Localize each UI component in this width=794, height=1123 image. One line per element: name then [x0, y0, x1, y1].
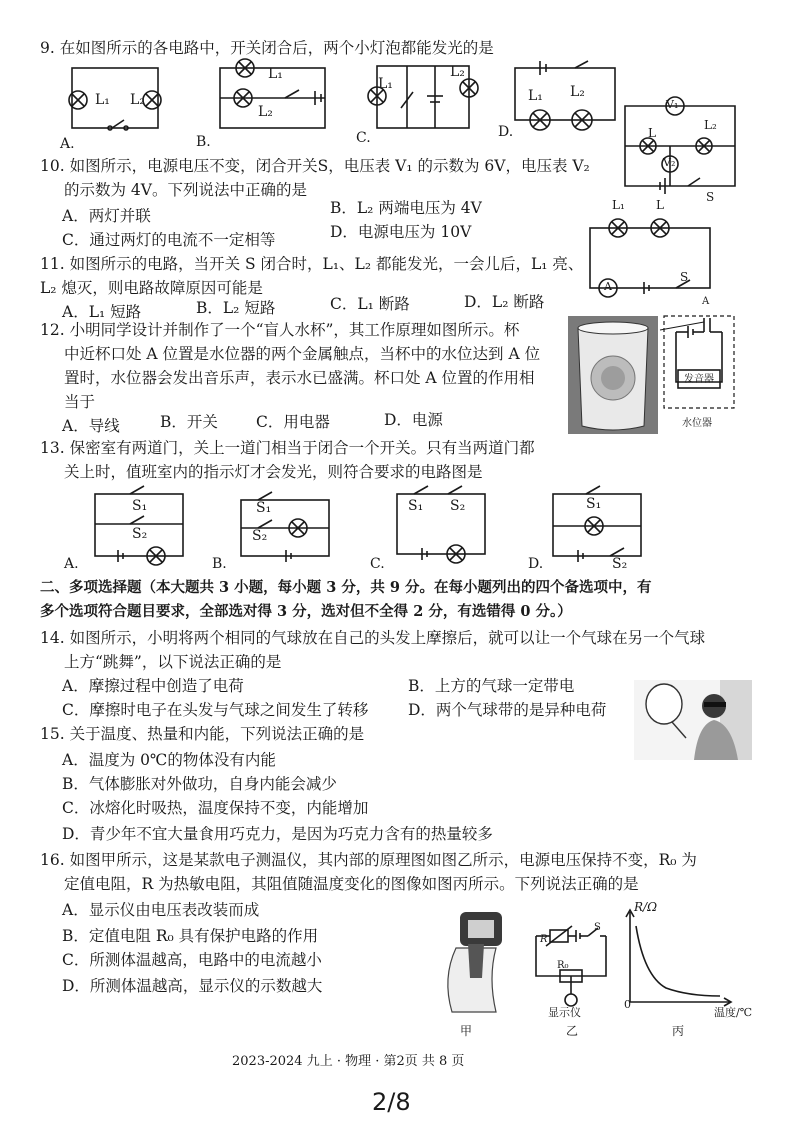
- q11-fig-l2: L: [656, 198, 664, 212]
- q11-fig-l1: L₁: [612, 198, 625, 212]
- q12-line1: 12. 小明同学设计并制作了一个“盲人水杯”，其工作原理如图所示。杯: [40, 321, 520, 339]
- q14-option-b: B．上方的气球一定带电: [408, 677, 575, 695]
- q10-fig-v2: V₂: [663, 156, 676, 169]
- q9-label-b: B.: [196, 134, 211, 150]
- fig-label-yi: 乙: [566, 1024, 579, 1038]
- fig-label-r: R: [540, 934, 548, 945]
- q10-fig-l2: L₂: [704, 118, 717, 132]
- q15-option-a: A．温度为 0℃的物体没有内能: [62, 751, 276, 769]
- q11-fig-s: S: [680, 270, 689, 284]
- q13-c-s2: S₂: [450, 498, 466, 514]
- q9-b-lamp1: L₁: [268, 66, 283, 82]
- section2-heading-line2: 多个选项符合题目要求，全部选对得 3 分，选对但不全得 2 分，有选错得 0 分。）: [40, 603, 572, 620]
- fig-label-s: S: [594, 922, 601, 933]
- q9-a-lamp1: L₁: [95, 92, 110, 108]
- q9-c-lamp2: L₂: [450, 64, 465, 80]
- q12-option-d: D．电源: [384, 411, 443, 429]
- fig-label-jia: 甲: [460, 1024, 473, 1038]
- q13-d-s1: S₁: [586, 496, 602, 512]
- balloon-photo: [634, 680, 752, 760]
- q16-option-d: D．所测体温越高，显示仪的示数越大: [62, 977, 323, 995]
- q13-a-s2: S₂: [132, 526, 148, 542]
- q9-figure-d: [510, 58, 620, 130]
- q9-c-lamp1: L₁: [378, 76, 393, 92]
- thermometer-circuit: [528, 916, 614, 1008]
- page-number: 2/8: [372, 1088, 411, 1116]
- q10-fig-s: S: [706, 190, 715, 204]
- q12-option-b: B．开关: [160, 413, 218, 431]
- q9-figure-a: [60, 58, 170, 138]
- q13-b-s1: S₁: [256, 500, 272, 516]
- q11-option-d: D．L₂ 断路: [464, 293, 545, 311]
- q10-option-a: A．两灯并联: [62, 207, 151, 225]
- q13-line2: 关上时，值班室内的指示灯才会发光，则符合要求的电路图是: [64, 463, 483, 481]
- graph-origin-label: 0: [624, 998, 631, 1011]
- q10-option-b: B．L₂ 两端电压为 4V: [330, 199, 482, 217]
- q11-option-c: C．L₁ 断路: [330, 295, 410, 313]
- cup-photo: [568, 316, 658, 434]
- graph-y-label: R/Ω: [634, 900, 658, 914]
- q12-option-c: C．用电器: [256, 413, 330, 431]
- water-level-circuit: [650, 300, 742, 428]
- q11-line1: 11. 如图所示的电路，当开关 S 闭合时，L₁、L₂ 都能发光，一会儿后，L₁ 亮、: [40, 255, 584, 273]
- q13-figure-c: [392, 482, 492, 566]
- q9-d-lamp1: L₁: [528, 88, 543, 104]
- q11-line2: L₂ 熄灭，则电路故障原因可能是: [40, 279, 263, 297]
- q9-stem: 9. 在如图所示的各电路中，开关闭合后，两个小灯泡都能发光的是: [40, 39, 494, 57]
- q13-d-s2: S₂: [612, 556, 628, 572]
- q10-line1: 10. 如图所示，电源电压不变，闭合开关S，电压表 V₁ 的示数为 6V，电压表 V₂: [40, 157, 590, 175]
- q13-label-b: B.: [212, 556, 227, 572]
- q13-a-s1: S₁: [132, 498, 148, 514]
- q14-option-c: C．摩擦时电子在头发与气球之间发生了转移: [62, 701, 369, 719]
- q15-option-d: D．青少年不宜大量食用巧克力，是因为巧克力含有的热量较多: [62, 825, 493, 843]
- q14-option-d: D．两个气球带的是异种电荷: [408, 701, 607, 719]
- q15-option-b: B．气体膨胀对外做功，自身内能会减少: [62, 775, 337, 793]
- q13-c-s1: S₁: [408, 498, 424, 514]
- q13-label-d: D.: [528, 556, 544, 572]
- water-level-caption: 水位器: [682, 418, 712, 429]
- q16-option-a: A．显示仪由电压表改装而成: [62, 901, 260, 919]
- thermometer-photo: [438, 908, 514, 1014]
- q11-circuit-figure: [580, 212, 720, 298]
- q13-label-a: A.: [64, 556, 79, 572]
- graph-x-label: 温度/℃: [714, 1006, 753, 1019]
- q12-option-a: A．导线: [62, 417, 120, 435]
- q16-option-b: B．定值电阻 R₀ 具有保护电路的作用: [62, 927, 319, 945]
- q11-option-a: A．L₁ 短路: [62, 303, 142, 321]
- q10-option-c: C．通过两灯的电流不一定相等: [62, 231, 276, 249]
- q9-label-a: A.: [60, 136, 75, 152]
- q13-b-s2: S₂: [252, 528, 268, 544]
- q9-b-lamp2: L₂: [258, 104, 273, 120]
- q16-option-c: C．所测体温越高，电路中的电流越小: [62, 951, 322, 969]
- q9-d-lamp2: L₂: [570, 84, 585, 100]
- q9-label-c: C.: [356, 130, 371, 146]
- page-footer: 2023-2024 九上 · 物理 · 第2页 共 8 页: [232, 1054, 465, 1069]
- q12-line3: 置时，水位器会发出音乐声，表示水已盛满。杯口处 A 位置的作用相: [64, 369, 535, 387]
- q13-label-c: C.: [370, 556, 385, 572]
- q10-line2: 的示数为 4V。下列说法中正确的是: [64, 181, 307, 199]
- q14-line2: 上方“跳舞”，以下说法正确的是: [64, 653, 282, 671]
- q10-option-d: D．电源电压为 10V: [330, 223, 472, 241]
- fig-label-display: 显示仪: [548, 1006, 581, 1019]
- water-level-point-a: A: [702, 296, 710, 307]
- q15-option-c: C．冰熔化时吸热，温度保持不变，内能增加: [62, 799, 369, 817]
- q16-line1: 16. 如图甲所示，这是某款电子测温仪，其内部的原理图如图乙所示，电源电压保持不变，R₀ 为: [40, 851, 697, 869]
- q13-figure-a: [90, 484, 190, 564]
- q10-fig-l1: L: [648, 126, 656, 140]
- q9-label-d: D.: [498, 124, 514, 140]
- q15-stem: 15. 关于温度、热量和内能，下列说法正确的是: [40, 725, 365, 743]
- q13-line1: 13. 保密室有两道门，关上一道门相当于闭合一个开关。只有当两道门都: [40, 439, 535, 457]
- q12-line4: 当于: [64, 393, 96, 411]
- section2-heading-line1: 二、多项选择题（本大题共 3 小题，每小题 3 分，共 9 分。在每小题列出的四个备选项中，有: [40, 579, 652, 596]
- q14-option-a: A．摩擦过程中创造了电荷: [62, 677, 244, 695]
- q10-fig-v1: V₁: [666, 98, 679, 111]
- q12-line2: 中近杯口处 A 位置是水位器的两个金属触点，当杯中的水位达到 A 位: [64, 345, 541, 363]
- q14-line1: 14. 如图所示，小明将两个相同的气球放在自己的头发上摩擦后，就可以让一个气球在另一个气球: [40, 629, 706, 647]
- q11-option-b: B．L₂ 短路: [196, 299, 276, 317]
- resistance-temperature-graph: [626, 908, 736, 1008]
- q10-circuit-figure: [620, 96, 740, 196]
- q16-line2: 定值电阻，R 为热敏电阻，其阻值随温度变化的图像如图丙所示。下列说法正确的是: [64, 875, 639, 893]
- fig-label-bing: 丙: [672, 1024, 685, 1038]
- fig-label-r0: R₀: [557, 960, 569, 971]
- q11-fig-ammeter: A: [604, 280, 612, 293]
- buzzer-label: 发音器: [684, 374, 714, 385]
- q9-a-lamp2: L₂: [130, 92, 145, 108]
- q13-figure-b: [236, 490, 336, 566]
